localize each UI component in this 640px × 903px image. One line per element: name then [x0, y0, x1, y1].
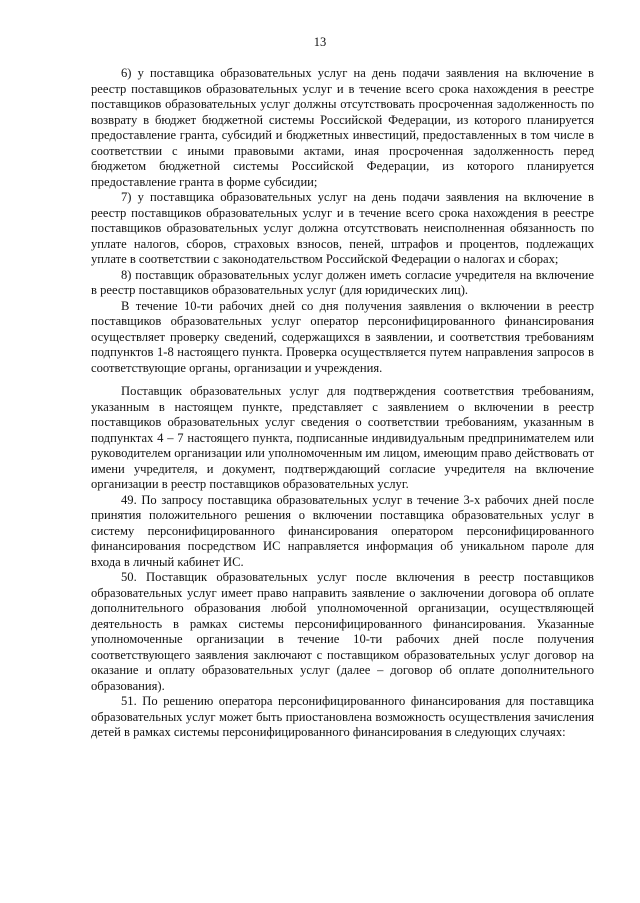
paragraph-50: 50. Поставщик образовательных услуг после включения в реестр поставщиков образовательных услуг имеет право направить заявление о заключении договора об оплате дополнительного образования любой уполномоченной организации, осуществляющей деятельность в рамках системы персонифицированного финансирования. Указанные уполномоченные организации в течение 10-ти рабочих дней после получения соответствующего заявления заключают с поставщиком образовательных услуг договор на оказание и оплату образовательных услуг (далее – договор об оплате дополнительного образования).	[91, 570, 594, 693]
paragraph-8: 8) поставщик образовательных услуг должен иметь согласие учредителя на включение в реестр поставщиков образовательных услуг (для юридических лиц).	[91, 267, 594, 297]
paragraph-verification: В течение 10-ти рабочих дней со дня получения заявления о включении в реестр поставщиков образовательных услуг оператор персонифицированного финансирования осуществляет проверку сведений, содержащихся в заявлении, и соответствия требованиям подпунктов 1-8 настоящего пункта. Проверка осуществляется путем направления запросов в соответствующие органы, организации и учреждения.	[91, 298, 594, 375]
paragraph-7: 7) у поставщика образовательных услуг на день подачи заявления на включение в реестр поставщиков образовательных услуг и в течение всего срока нахождения в реестре поставщиков образовательных услуг должна отсутствовать неисполненная обязанность по уплате налогов, сборов, страховых взносов, пеней, штрафов и процентов, подлежащих уплате в соответствии с законодательством Российской Федерации о налогах и сборах;	[91, 190, 594, 266]
paragraph-49: 49. По запросу поставщика образовательных услуг в течение 3-х рабочих дней после принятия положительного решения о включении поставщика образовательных услуг в систему персонифицированного финансирования оператором персонифицированного финансирования посредством ИС направляется информация об уникальном пароле для входа в личный кабинет ИС.	[91, 492, 594, 569]
paragraph-supplier-confirmation: Поставщик образовательных услуг для подтверждения соответствия требованиям, указанным в настоящем пункте, представляет с заявлением о включении в реестр поставщиков образовательных услуг сведения о соответствии требованиям, указанным в подпунктах 4 – 7 настоящего пункта, подписанные индивидуальным предпринимателем или руководителем организации или уполномоченным им лицом, имеющим право действовать от имени учредителя, и документ, подтверждающий согласие учредителя на включение организации в реестр поставщиков образовательных услуг.	[91, 384, 594, 491]
page-number: 13	[313, 35, 327, 49]
paragraph-51: 51. По решению оператора персонифицированного финансирования для поставщика образовательных услуг может быть приостановлена возможность осуществления зачисления детей в рамках системы персонифицированного финансирования в следующих случаях:	[91, 694, 594, 739]
paragraph-6: 6) у поставщика образовательных услуг на день подачи заявления на включение в реестр поставщиков образовательных услуг и в течение всего срока нахождения в реестре поставщиков образовательных услуг должны отсутствовать просроченная задолженность по возврату в бюджет бюджетной системы Российской Федерации, из которого планируется предоставление гранта, субсидий и бюджетных инвестиций, предоставленных в том числе в соответствии с иными правовыми актами, иная просроченная задолженность перед бюджетом бюджетной системы Российской Федерации, из которого планируется предоставление гранта в форме субсидии;	[91, 66, 594, 189]
document-body	[91, 66, 594, 741]
